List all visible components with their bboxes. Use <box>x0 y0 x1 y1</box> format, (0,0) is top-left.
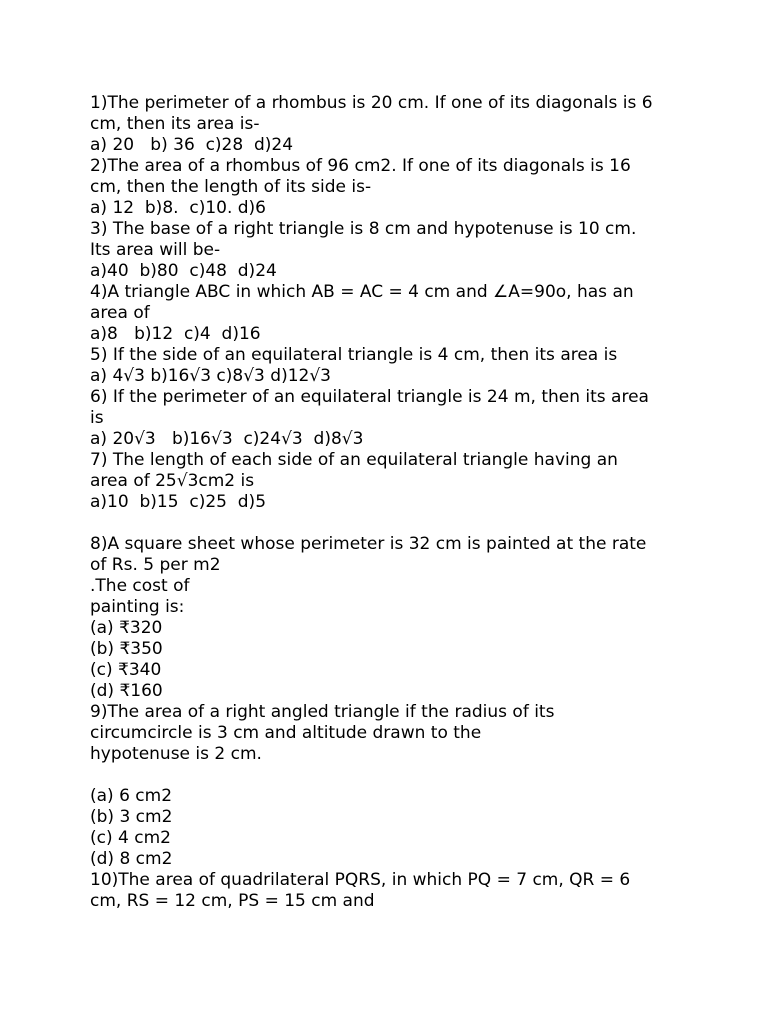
text-line: (b) ₹350 <box>90 639 163 659</box>
text-line: 9)The area of a right angled triangle if the radius of its <box>90 702 555 722</box>
text-line: (a) 6 cm2 <box>90 786 173 806</box>
text-line: a) 20 b) 36 c)28 d)24 <box>90 135 294 155</box>
text-line: painting is: <box>90 597 185 617</box>
text-line: 10)The area of quadrilateral PQRS, in which PQ = 7 cm, QR = 6 <box>90 870 631 890</box>
blank-line <box>90 765 690 786</box>
text-line: a) 4√3 b)16√3 c)8√3 d)12√3 <box>90 366 331 386</box>
text-line: (c) ₹340 <box>90 660 162 680</box>
text-line: area of 25√3cm2 is <box>90 471 255 491</box>
text-line: circumcircle is 3 cm and altitude drawn to the <box>90 723 482 743</box>
text-line: hypotenuse is 2 cm. <box>90 744 262 764</box>
text-line: 1)The perimeter of a rhombus is 20 cm. If one of its diagonals is 6 <box>90 93 653 113</box>
text-line: 3) The base of a right triangle is 8 cm and hypotenuse is 10 cm. <box>90 219 637 239</box>
blank-line <box>90 513 690 534</box>
text-line: a) 20√3 b)16√3 c)24√3 d)8√3 <box>90 429 364 449</box>
text-line: is <box>90 408 104 428</box>
text-line: cm, RS = 12 cm, PS = 15 cm and <box>90 891 375 911</box>
text-line: 7) The length of each side of an equilateral triangle having an <box>90 450 618 470</box>
text-line: area of <box>90 303 150 323</box>
text-line: cm, then the length of its side is- <box>90 177 372 197</box>
text-line: cm, then its area is- <box>90 114 260 134</box>
text-line: 5) If the side of an equilateral triangle is 4 cm, then its area is <box>90 345 618 365</box>
document-body <box>90 93 690 912</box>
text-line: Its area will be- <box>90 240 221 260</box>
text-line: (d) ₹160 <box>90 681 163 701</box>
text-line: a) 12 b)8. c)10. d)6 <box>90 198 267 218</box>
text-line: (a) ₹320 <box>90 618 163 638</box>
text-line: 8)A square sheet whose perimeter is 32 cm is painted at the rate <box>90 534 647 554</box>
text-line: (b) 3 cm2 <box>90 807 173 827</box>
text-line: 2)The area of a rhombus of 96 cm2. If one of its diagonals is 16 <box>90 156 631 176</box>
text-line: of Rs. 5 per m2 <box>90 555 221 575</box>
text-line: 6) If the perimeter of an equilateral triangle is 24 m, then its area <box>90 387 649 407</box>
text-line: a)8 b)12 c)4 d)16 <box>90 324 261 344</box>
text-line: (c) 4 cm2 <box>90 828 171 848</box>
text-line: a)40 b)80 c)48 d)24 <box>90 261 277 281</box>
text-line: .The cost of <box>90 576 190 596</box>
text-line: a)10 b)15 c)25 d)5 <box>90 492 267 512</box>
text-line: (d) 8 cm2 <box>90 849 173 869</box>
text-line: 4)A triangle ABC in which AB = AC = 4 cm and ∠A=90o, has an <box>90 282 634 302</box>
